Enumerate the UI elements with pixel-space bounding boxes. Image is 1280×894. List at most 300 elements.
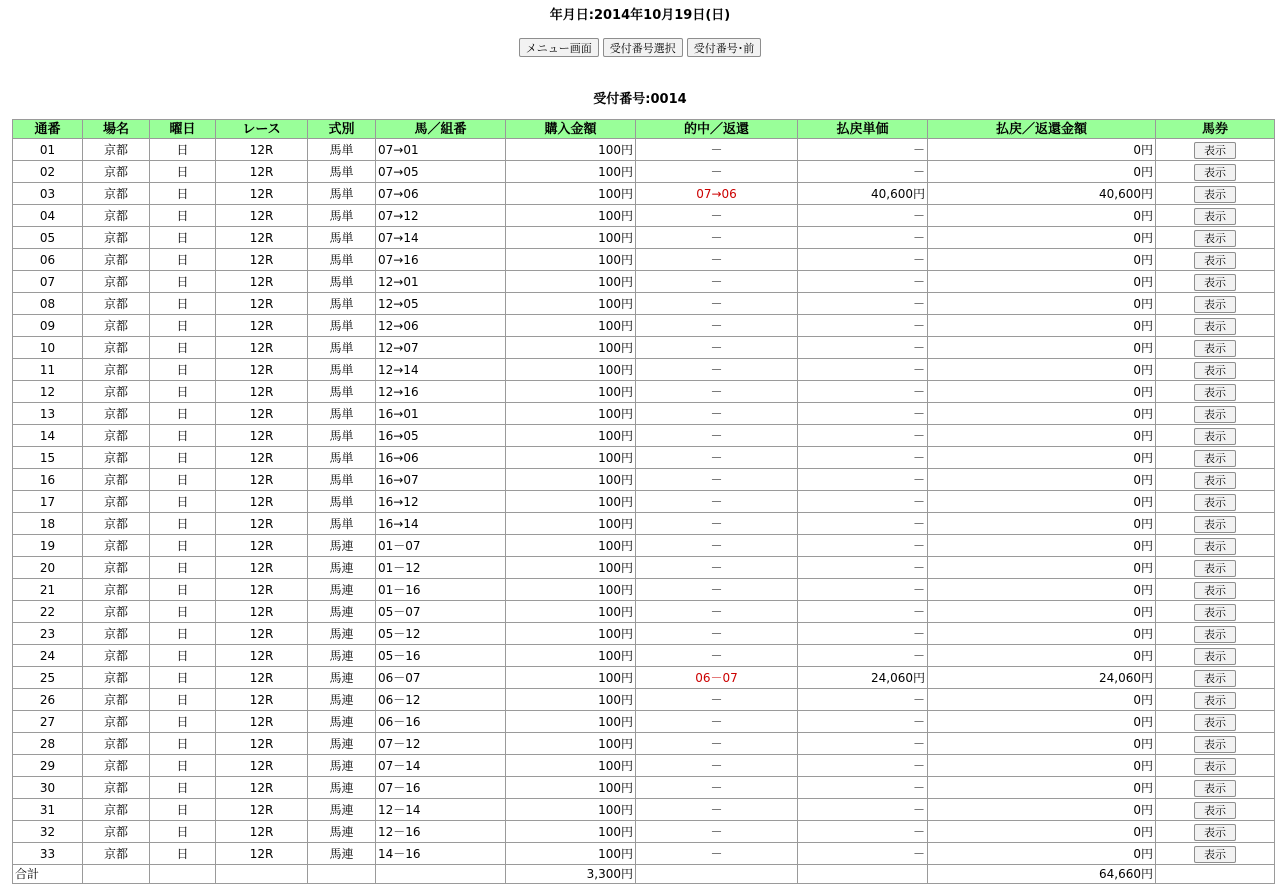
purchase-amount: 100円 [506, 799, 636, 821]
payout-unit: － [798, 843, 928, 865]
ticket-cell [1156, 205, 1275, 227]
payout-unit: － [798, 249, 928, 271]
hit-result: － [636, 579, 798, 601]
venue: 京都 [83, 183, 150, 205]
ticket-cell [1156, 249, 1275, 271]
purchase-amount: 100円 [506, 447, 636, 469]
table-row [13, 711, 1275, 733]
page-title: 年月日:2014年10月19日(日) [549, 8, 731, 23]
race: 12R [216, 425, 308, 447]
purchase-amount: 100円 [506, 491, 636, 513]
table-row [13, 337, 1275, 359]
race: 12R [216, 491, 308, 513]
purchase-amount: 100円 [506, 315, 636, 337]
col-header: 馬／組番 [376, 120, 506, 139]
col-header: 払戻／返還金額 [928, 120, 1156, 139]
purchase-amount: 100円 [506, 711, 636, 733]
purchase-amount: 100円 [506, 249, 636, 271]
view-ticket-button[interactable]: 表示 [1194, 384, 1236, 401]
payout-amount: 0円 [928, 315, 1156, 337]
payout-amount: 0円 [928, 425, 1156, 447]
combination: 16→12 [376, 491, 506, 513]
table-row [13, 535, 1275, 557]
ticket-cell [1156, 491, 1275, 513]
venue: 京都 [83, 359, 150, 381]
table-row [13, 557, 1275, 579]
bet-type: 馬連 [308, 755, 376, 777]
row-number: 32 [13, 821, 83, 843]
bet-type: 馬単 [308, 161, 376, 183]
combination: 05－12 [376, 623, 506, 645]
purchase-amount: 100円 [506, 337, 636, 359]
weekday: 日 [150, 205, 216, 227]
table-row [13, 381, 1275, 403]
hit-result: － [636, 381, 798, 403]
combination: 16→01 [376, 403, 506, 425]
combination: 05－07 [376, 601, 506, 623]
bet-type: 馬単 [308, 139, 376, 161]
purchase-amount: 100円 [506, 535, 636, 557]
purchase-amount: 100円 [506, 227, 636, 249]
race: 12R [216, 139, 308, 161]
row-number: 28 [13, 733, 83, 755]
combination: 14－16 [376, 843, 506, 865]
hit-result: － [636, 337, 798, 359]
bet-type: 馬単 [308, 469, 376, 491]
bet-type: 馬単 [308, 359, 376, 381]
hit-result: 06－07 [636, 667, 798, 689]
combination: 12→16 [376, 381, 506, 403]
total-row [13, 865, 1275, 884]
payout-amount: 0円 [928, 161, 1156, 183]
weekday: 日 [150, 777, 216, 799]
combination: 07→14 [376, 227, 506, 249]
total-label: 合計 [13, 865, 83, 884]
table-row [13, 425, 1275, 447]
combination: 16→06 [376, 447, 506, 469]
col-header: 通番 [13, 120, 83, 139]
table-row [13, 601, 1275, 623]
payout-unit: － [798, 689, 928, 711]
row-number: 09 [13, 315, 83, 337]
weekday: 日 [150, 535, 216, 557]
view-ticket-button[interactable]: 表示 [1194, 582, 1236, 599]
view-ticket-button[interactable]: 表示 [1194, 494, 1236, 511]
hit-result: － [636, 249, 798, 271]
race: 12R [216, 513, 308, 535]
ticket-cell [1156, 139, 1275, 161]
payout-unit: － [798, 469, 928, 491]
payout-unit: － [798, 293, 928, 315]
hit-result: － [636, 843, 798, 865]
venue: 京都 [83, 469, 150, 491]
row-number: 21 [13, 579, 83, 601]
purchase-amount: 100円 [506, 513, 636, 535]
venue: 京都 [83, 315, 150, 337]
bet-type: 馬単 [308, 491, 376, 513]
race: 12R [216, 315, 308, 337]
view-ticket-button[interactable]: 表示 [1194, 736, 1236, 753]
purchase-amount: 100円 [506, 579, 636, 601]
bet-type: 馬単 [308, 249, 376, 271]
view-ticket-button[interactable]: 表示 [1194, 142, 1236, 159]
col-header: 払戻単価 [798, 120, 928, 139]
view-ticket-button[interactable]: 表示 [1194, 560, 1236, 577]
bet-type: 馬単 [308, 447, 376, 469]
purchase-amount: 100円 [506, 403, 636, 425]
weekday: 日 [150, 623, 216, 645]
view-ticket-button[interactable]: 表示 [1194, 362, 1236, 379]
payout-unit: － [798, 403, 928, 425]
ticket-cell [1156, 733, 1275, 755]
view-ticket-button[interactable]: 表示 [1194, 252, 1236, 269]
payout-amount: 0円 [928, 403, 1156, 425]
payout-amount: 40,600円 [928, 183, 1156, 205]
payout-unit: － [798, 755, 928, 777]
table-row [13, 755, 1275, 777]
hit-result: － [636, 271, 798, 293]
race: 12R [216, 689, 308, 711]
venue: 京都 [83, 623, 150, 645]
bet-type: 馬連 [308, 645, 376, 667]
hit-result: － [636, 777, 798, 799]
venue: 京都 [83, 337, 150, 359]
combination: 12→07 [376, 337, 506, 359]
row-number: 10 [13, 337, 83, 359]
payout-unit: － [798, 271, 928, 293]
view-ticket-button[interactable]: 表示 [1194, 186, 1236, 203]
payout-amount: 0円 [928, 491, 1156, 513]
hit-result: － [636, 227, 798, 249]
row-number: 18 [13, 513, 83, 535]
payout-unit: － [798, 733, 928, 755]
row-number: 14 [13, 425, 83, 447]
purchase-amount: 100円 [506, 205, 636, 227]
view-ticket-button[interactable]: 表示 [1194, 714, 1236, 731]
weekday: 日 [150, 579, 216, 601]
ticket-cell [1156, 447, 1275, 469]
combination: 16→05 [376, 425, 506, 447]
receipt-select-button[interactable]: 受付番号選択 [603, 38, 683, 57]
venue: 京都 [83, 271, 150, 293]
payout-amount: 0円 [928, 689, 1156, 711]
table-row [13, 689, 1275, 711]
weekday: 日 [150, 293, 216, 315]
payout-unit: － [798, 601, 928, 623]
purchase-amount: 100円 [506, 601, 636, 623]
view-ticket-button[interactable]: 表示 [1194, 164, 1236, 181]
race: 12R [216, 469, 308, 491]
race: 12R [216, 711, 308, 733]
weekday: 日 [150, 271, 216, 293]
row-number: 04 [13, 205, 83, 227]
bet-type: 馬単 [308, 205, 376, 227]
view-ticket-button[interactable]: 表示 [1194, 472, 1236, 489]
hit-result: － [636, 645, 798, 667]
hit-result: － [636, 821, 798, 843]
view-ticket-button[interactable]: 表示 [1194, 450, 1236, 467]
combination: 07→12 [376, 205, 506, 227]
ticket-cell [1156, 799, 1275, 821]
payout-unit: － [798, 513, 928, 535]
view-ticket-button[interactable]: 表示 [1194, 516, 1236, 533]
row-number: 12 [13, 381, 83, 403]
bet-type: 馬単 [308, 337, 376, 359]
row-number: 06 [13, 249, 83, 271]
purchase-amount: 100円 [506, 469, 636, 491]
view-ticket-button[interactable]: 表示 [1194, 604, 1236, 621]
combination: 12→14 [376, 359, 506, 381]
combination: 01－07 [376, 535, 506, 557]
purchase-amount: 100円 [506, 425, 636, 447]
view-ticket-button[interactable]: 表示 [1194, 428, 1236, 445]
hit-result: － [636, 513, 798, 535]
weekday: 日 [150, 843, 216, 865]
payout-amount: 0円 [928, 359, 1156, 381]
total-payout: 64,660円 [928, 865, 1156, 884]
weekday: 日 [150, 711, 216, 733]
payout-amount: 0円 [928, 843, 1156, 865]
purchase-amount: 100円 [506, 689, 636, 711]
view-ticket-button[interactable]: 表示 [1194, 758, 1236, 775]
weekday: 日 [150, 447, 216, 469]
weekday: 日 [150, 645, 216, 667]
ticket-cell [1156, 755, 1275, 777]
view-ticket-button[interactable]: 表示 [1194, 780, 1236, 797]
payout-amount: 0円 [928, 821, 1156, 843]
payout-amount: 0円 [928, 337, 1156, 359]
view-ticket-button[interactable]: 表示 [1194, 296, 1236, 313]
ticket-cell [1156, 557, 1275, 579]
payout-amount: 0円 [928, 205, 1156, 227]
payout-unit: － [798, 139, 928, 161]
ticket-cell [1156, 183, 1275, 205]
hit-result: － [636, 755, 798, 777]
row-number: 08 [13, 293, 83, 315]
race: 12R [216, 227, 308, 249]
hit-result: － [636, 139, 798, 161]
payout-amount: 0円 [928, 601, 1156, 623]
bet-type: 馬単 [308, 183, 376, 205]
ticket-cell [1156, 227, 1275, 249]
combination: 07－12 [376, 733, 506, 755]
combination: 01－16 [376, 579, 506, 601]
weekday: 日 [150, 227, 216, 249]
row-number: 27 [13, 711, 83, 733]
payout-unit: － [798, 579, 928, 601]
purchase-amount: 100円 [506, 755, 636, 777]
ticket-cell [1156, 579, 1275, 601]
payout-amount: 0円 [928, 535, 1156, 557]
view-ticket-button[interactable]: 表示 [1194, 692, 1236, 709]
view-ticket-button[interactable]: 表示 [1194, 670, 1236, 687]
purchase-amount: 100円 [506, 359, 636, 381]
view-ticket-button[interactable]: 表示 [1194, 318, 1236, 335]
hit-result: － [636, 711, 798, 733]
race: 12R [216, 799, 308, 821]
race: 12R [216, 557, 308, 579]
weekday: 日 [150, 381, 216, 403]
hit-result: － [636, 799, 798, 821]
table-row [13, 579, 1275, 601]
race: 12R [216, 447, 308, 469]
payout-unit: 40,600円 [798, 183, 928, 205]
payout-amount: 0円 [928, 557, 1156, 579]
payout-unit: － [798, 645, 928, 667]
payout-unit: － [798, 535, 928, 557]
bet-type: 馬連 [308, 535, 376, 557]
payout-amount: 0円 [928, 711, 1156, 733]
view-ticket-button[interactable]: 表示 [1194, 538, 1236, 555]
venue: 京都 [83, 249, 150, 271]
venue: 京都 [83, 447, 150, 469]
venue: 京都 [83, 425, 150, 447]
weekday: 日 [150, 799, 216, 821]
payout-amount: 0円 [928, 447, 1156, 469]
row-number: 07 [13, 271, 83, 293]
table-row [13, 183, 1275, 205]
venue: 京都 [83, 579, 150, 601]
row-number: 01 [13, 139, 83, 161]
bet-type: 馬単 [308, 271, 376, 293]
hit-result: － [636, 623, 798, 645]
payout-amount: 0円 [928, 139, 1156, 161]
bet-type: 馬連 [308, 821, 376, 843]
payout-amount: 0円 [928, 777, 1156, 799]
table-row [13, 249, 1275, 271]
view-ticket-button[interactable]: 表示 [1194, 802, 1236, 819]
race: 12R [216, 249, 308, 271]
payout-amount: 0円 [928, 623, 1156, 645]
ticket-cell [1156, 337, 1275, 359]
col-header: レース [216, 120, 308, 139]
hit-result: － [636, 359, 798, 381]
ticket-cell [1156, 513, 1275, 535]
hit-result: － [636, 315, 798, 337]
col-header: 的中／返還 [636, 120, 798, 139]
view-ticket-button[interactable]: 表示 [1194, 846, 1236, 863]
race: 12R [216, 623, 308, 645]
race: 12R [216, 403, 308, 425]
weekday: 日 [150, 139, 216, 161]
ticket-cell [1156, 535, 1275, 557]
row-number: 23 [13, 623, 83, 645]
row-number: 17 [13, 491, 83, 513]
bet-type: 馬単 [308, 227, 376, 249]
view-ticket-button[interactable]: 表示 [1194, 340, 1236, 357]
payout-unit: － [798, 711, 928, 733]
payout-unit: － [798, 799, 928, 821]
race: 12R [216, 337, 308, 359]
race: 12R [216, 755, 308, 777]
purchase-amount: 100円 [506, 271, 636, 293]
view-ticket-button[interactable]: 表示 [1194, 648, 1236, 665]
payout-amount: 0円 [928, 381, 1156, 403]
row-number: 02 [13, 161, 83, 183]
venue: 京都 [83, 557, 150, 579]
weekday: 日 [150, 491, 216, 513]
bets-table [12, 119, 1275, 884]
payout-unit: － [798, 337, 928, 359]
bet-type: 馬連 [308, 733, 376, 755]
race: 12R [216, 733, 308, 755]
venue: 京都 [83, 227, 150, 249]
bet-type: 馬連 [308, 601, 376, 623]
row-number: 20 [13, 557, 83, 579]
race: 12R [216, 601, 308, 623]
bet-type: 馬連 [308, 689, 376, 711]
menu-button[interactable]: メニュー画面 [519, 38, 599, 57]
view-ticket-button[interactable]: 表示 [1194, 626, 1236, 643]
hit-result: － [636, 425, 798, 447]
combination: 05－16 [376, 645, 506, 667]
bet-type: 馬連 [308, 711, 376, 733]
venue: 京都 [83, 799, 150, 821]
table-row [13, 491, 1275, 513]
table-row [13, 799, 1275, 821]
venue: 京都 [83, 161, 150, 183]
table-row [13, 645, 1275, 667]
ticket-cell [1156, 645, 1275, 667]
weekday: 日 [150, 161, 216, 183]
combination: 16→14 [376, 513, 506, 535]
ticket-cell [1156, 359, 1275, 381]
bet-type: 馬連 [308, 667, 376, 689]
weekday: 日 [150, 667, 216, 689]
view-ticket-button[interactable]: 表示 [1194, 230, 1236, 247]
purchase-amount: 100円 [506, 381, 636, 403]
hit-result: － [636, 689, 798, 711]
venue: 京都 [83, 601, 150, 623]
weekday: 日 [150, 601, 216, 623]
venue: 京都 [83, 821, 150, 843]
ticket-cell [1156, 469, 1275, 491]
payout-amount: 0円 [928, 645, 1156, 667]
race: 12R [216, 843, 308, 865]
venue: 京都 [83, 733, 150, 755]
payout-unit: － [798, 623, 928, 645]
race: 12R [216, 271, 308, 293]
payout-amount: 0円 [928, 755, 1156, 777]
view-ticket-button[interactable]: 表示 [1194, 406, 1236, 423]
combination: 06－16 [376, 711, 506, 733]
view-ticket-button[interactable]: 表示 [1194, 274, 1236, 291]
payout-unit: － [798, 447, 928, 469]
receipt-prev-button[interactable]: 受付番号･前 [687, 38, 762, 57]
hit-result: － [636, 469, 798, 491]
race: 12R [216, 579, 308, 601]
table-row [13, 359, 1275, 381]
table-row [13, 271, 1275, 293]
ticket-cell [1156, 667, 1275, 689]
payout-unit: － [798, 557, 928, 579]
weekday: 日 [150, 513, 216, 535]
venue: 京都 [83, 711, 150, 733]
payout-unit: － [798, 425, 928, 447]
race: 12R [216, 359, 308, 381]
weekday: 日 [150, 425, 216, 447]
purchase-amount: 100円 [506, 645, 636, 667]
payout-unit: － [798, 315, 928, 337]
race: 12R [216, 821, 308, 843]
venue: 京都 [83, 139, 150, 161]
purchase-amount: 100円 [506, 139, 636, 161]
view-ticket-button[interactable]: 表示 [1194, 824, 1236, 841]
view-ticket-button[interactable]: 表示 [1194, 208, 1236, 225]
row-number: 31 [13, 799, 83, 821]
row-number: 19 [13, 535, 83, 557]
receipt-number: 受付番号:0014 [593, 92, 687, 107]
